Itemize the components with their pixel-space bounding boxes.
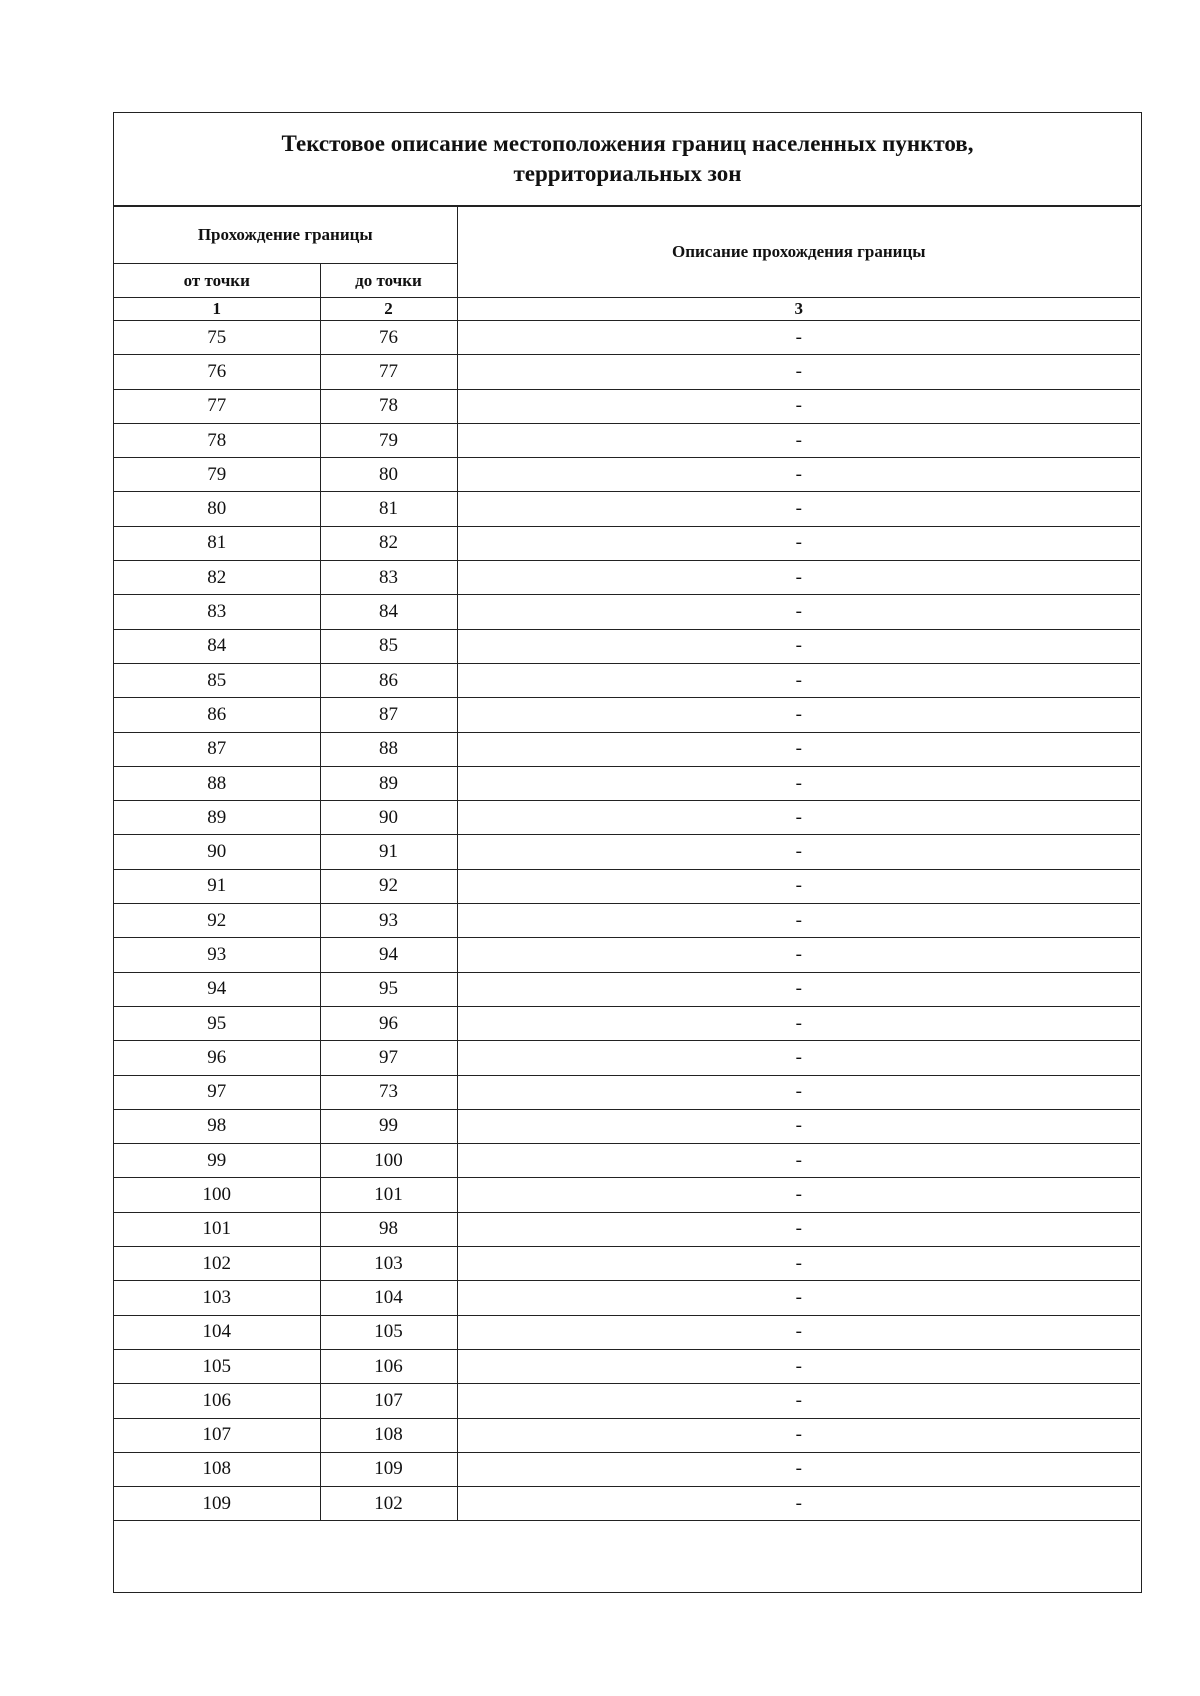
cell-from-point: 104 xyxy=(114,1315,320,1349)
cell-from-point: 92 xyxy=(114,904,320,938)
cell-to-point: 101 xyxy=(320,1178,457,1212)
cell-description: - xyxy=(457,629,1140,663)
cell-from-point: 90 xyxy=(114,835,320,869)
table-row xyxy=(114,732,1140,766)
cell-to-point: 91 xyxy=(320,835,457,869)
cell-from-point: 86 xyxy=(114,698,320,732)
table-row xyxy=(114,663,1140,697)
cell-to-point: 106 xyxy=(320,1349,457,1383)
table-row xyxy=(114,1349,1140,1383)
table-header xyxy=(114,207,1140,321)
header-column-number-2: 2 xyxy=(320,298,457,321)
table-row xyxy=(114,1041,1140,1075)
table-row xyxy=(114,1418,1140,1452)
table-row xyxy=(114,904,1140,938)
cell-from-point: 108 xyxy=(114,1452,320,1486)
cell-to-point: 98 xyxy=(320,1212,457,1246)
cell-description: - xyxy=(457,389,1140,423)
table-row xyxy=(114,629,1140,663)
cell-to-point: 107 xyxy=(320,1384,457,1418)
cell-description: - xyxy=(457,869,1140,903)
table-row xyxy=(114,972,1140,1006)
cell-to-point: 83 xyxy=(320,561,457,595)
cell-description: - xyxy=(457,1315,1140,1349)
table-row xyxy=(114,869,1140,903)
document-frame xyxy=(113,112,1142,1593)
cell-description: - xyxy=(457,904,1140,938)
table-row xyxy=(114,492,1140,526)
table-row xyxy=(114,1212,1140,1246)
cell-from-point: 109 xyxy=(114,1487,320,1521)
cell-from-point: 79 xyxy=(114,458,320,492)
cell-from-point: 88 xyxy=(114,766,320,800)
cell-from-point: 91 xyxy=(114,869,320,903)
cell-to-point: 84 xyxy=(320,595,457,629)
table-row xyxy=(114,423,1140,457)
table-row xyxy=(114,1075,1140,1109)
header-group-boundary: Прохождение границы xyxy=(114,207,457,264)
cell-description: - xyxy=(457,1487,1140,1521)
cell-description: - xyxy=(457,938,1140,972)
title-line-2: территориальных зон xyxy=(513,161,742,186)
table-row xyxy=(114,355,1140,389)
cell-from-point: 105 xyxy=(114,1349,320,1383)
cell-description: - xyxy=(457,595,1140,629)
cell-to-point: 103 xyxy=(320,1247,457,1281)
cell-from-point: 78 xyxy=(114,423,320,457)
cell-description: - xyxy=(457,732,1140,766)
cell-to-point: 77 xyxy=(320,355,457,389)
cell-description: - xyxy=(457,321,1140,355)
cell-to-point: 93 xyxy=(320,904,457,938)
cell-description: - xyxy=(457,1212,1140,1246)
table-row xyxy=(114,938,1140,972)
cell-description: - xyxy=(457,458,1140,492)
table-row xyxy=(114,1384,1140,1418)
cell-description: - xyxy=(457,1006,1140,1040)
table-row xyxy=(114,1178,1140,1212)
cell-from-point: 81 xyxy=(114,526,320,560)
cell-from-point: 107 xyxy=(114,1418,320,1452)
table-row xyxy=(114,1452,1140,1486)
boundary-table xyxy=(114,206,1140,1521)
cell-to-point: 87 xyxy=(320,698,457,732)
cell-from-point: 89 xyxy=(114,801,320,835)
cell-to-point: 78 xyxy=(320,389,457,423)
cell-to-point: 108 xyxy=(320,1418,457,1452)
cell-to-point: 97 xyxy=(320,1041,457,1075)
cell-from-point: 95 xyxy=(114,1006,320,1040)
cell-from-point: 77 xyxy=(114,389,320,423)
cell-description: - xyxy=(457,1109,1140,1143)
title-line-1: Текстовое описание местоположения границ населенных пунктов, xyxy=(281,131,974,156)
cell-from-point: 93 xyxy=(114,938,320,972)
cell-from-point: 97 xyxy=(114,1075,320,1109)
table-row xyxy=(114,698,1140,732)
cell-from-point: 87 xyxy=(114,732,320,766)
cell-from-point: 102 xyxy=(114,1247,320,1281)
cell-to-point: 105 xyxy=(320,1315,457,1349)
cell-description: - xyxy=(457,972,1140,1006)
cell-description: - xyxy=(457,561,1140,595)
cell-from-point: 94 xyxy=(114,972,320,1006)
cell-to-point: 79 xyxy=(320,423,457,457)
cell-to-point: 88 xyxy=(320,732,457,766)
cell-description: - xyxy=(457,1452,1140,1486)
cell-description: - xyxy=(457,698,1140,732)
table-row xyxy=(114,1487,1140,1521)
cell-from-point: 75 xyxy=(114,321,320,355)
table-row xyxy=(114,321,1140,355)
cell-to-point: 82 xyxy=(320,526,457,560)
cell-description: - xyxy=(457,526,1140,560)
cell-from-point: 84 xyxy=(114,629,320,663)
table-row xyxy=(114,1247,1140,1281)
cell-description: - xyxy=(457,492,1140,526)
cell-to-point: 104 xyxy=(320,1281,457,1315)
cell-description: - xyxy=(457,1144,1140,1178)
header-from-point: от точки xyxy=(114,264,320,298)
cell-to-point: 85 xyxy=(320,629,457,663)
cell-description: - xyxy=(457,423,1140,457)
cell-description: - xyxy=(457,1178,1140,1212)
header-to-point: до точки xyxy=(320,264,457,298)
cell-description: - xyxy=(457,801,1140,835)
header-column-number-3: 3 xyxy=(457,298,1140,321)
table-row xyxy=(114,1315,1140,1349)
cell-description: - xyxy=(457,1075,1140,1109)
cell-to-point: 76 xyxy=(320,321,457,355)
document-title xyxy=(114,113,1141,206)
header-description: Описание прохождения границы xyxy=(457,207,1140,298)
table-row xyxy=(114,1144,1140,1178)
cell-to-point: 100 xyxy=(320,1144,457,1178)
cell-from-point: 99 xyxy=(114,1144,320,1178)
cell-to-point: 102 xyxy=(320,1487,457,1521)
table-row xyxy=(114,526,1140,560)
cell-to-point: 99 xyxy=(320,1109,457,1143)
cell-from-point: 76 xyxy=(114,355,320,389)
cell-from-point: 100 xyxy=(114,1178,320,1212)
cell-to-point: 109 xyxy=(320,1452,457,1486)
cell-from-point: 101 xyxy=(114,1212,320,1246)
cell-to-point: 73 xyxy=(320,1075,457,1109)
table-row xyxy=(114,458,1140,492)
cell-to-point: 95 xyxy=(320,972,457,1006)
cell-description: - xyxy=(457,1281,1140,1315)
cell-description: - xyxy=(457,663,1140,697)
cell-from-point: 85 xyxy=(114,663,320,697)
cell-to-point: 80 xyxy=(320,458,457,492)
cell-from-point: 96 xyxy=(114,1041,320,1075)
cell-description: - xyxy=(457,1418,1140,1452)
table-row xyxy=(114,835,1140,869)
table-row xyxy=(114,595,1140,629)
table-row xyxy=(114,1109,1140,1143)
cell-description: - xyxy=(457,1384,1140,1418)
cell-from-point: 106 xyxy=(114,1384,320,1418)
cell-to-point: 89 xyxy=(320,766,457,800)
cell-from-point: 82 xyxy=(114,561,320,595)
cell-from-point: 80 xyxy=(114,492,320,526)
cell-to-point: 92 xyxy=(320,869,457,903)
cell-description: - xyxy=(457,1247,1140,1281)
cell-to-point: 96 xyxy=(320,1006,457,1040)
header-column-number-1: 1 xyxy=(114,298,320,321)
cell-from-point: 83 xyxy=(114,595,320,629)
cell-to-point: 81 xyxy=(320,492,457,526)
cell-from-point: 103 xyxy=(114,1281,320,1315)
table-body xyxy=(114,321,1140,1521)
cell-description: - xyxy=(457,766,1140,800)
table-row xyxy=(114,561,1140,595)
table-row xyxy=(114,766,1140,800)
cell-to-point: 94 xyxy=(320,938,457,972)
cell-to-point: 90 xyxy=(320,801,457,835)
table-row xyxy=(114,1281,1140,1315)
cell-description: - xyxy=(457,835,1140,869)
cell-to-point: 86 xyxy=(320,663,457,697)
table-row xyxy=(114,801,1140,835)
table-row xyxy=(114,1006,1140,1040)
cell-description: - xyxy=(457,1349,1140,1383)
cell-description: - xyxy=(457,1041,1140,1075)
cell-from-point: 98 xyxy=(114,1109,320,1143)
table-row xyxy=(114,389,1140,423)
cell-description: - xyxy=(457,355,1140,389)
